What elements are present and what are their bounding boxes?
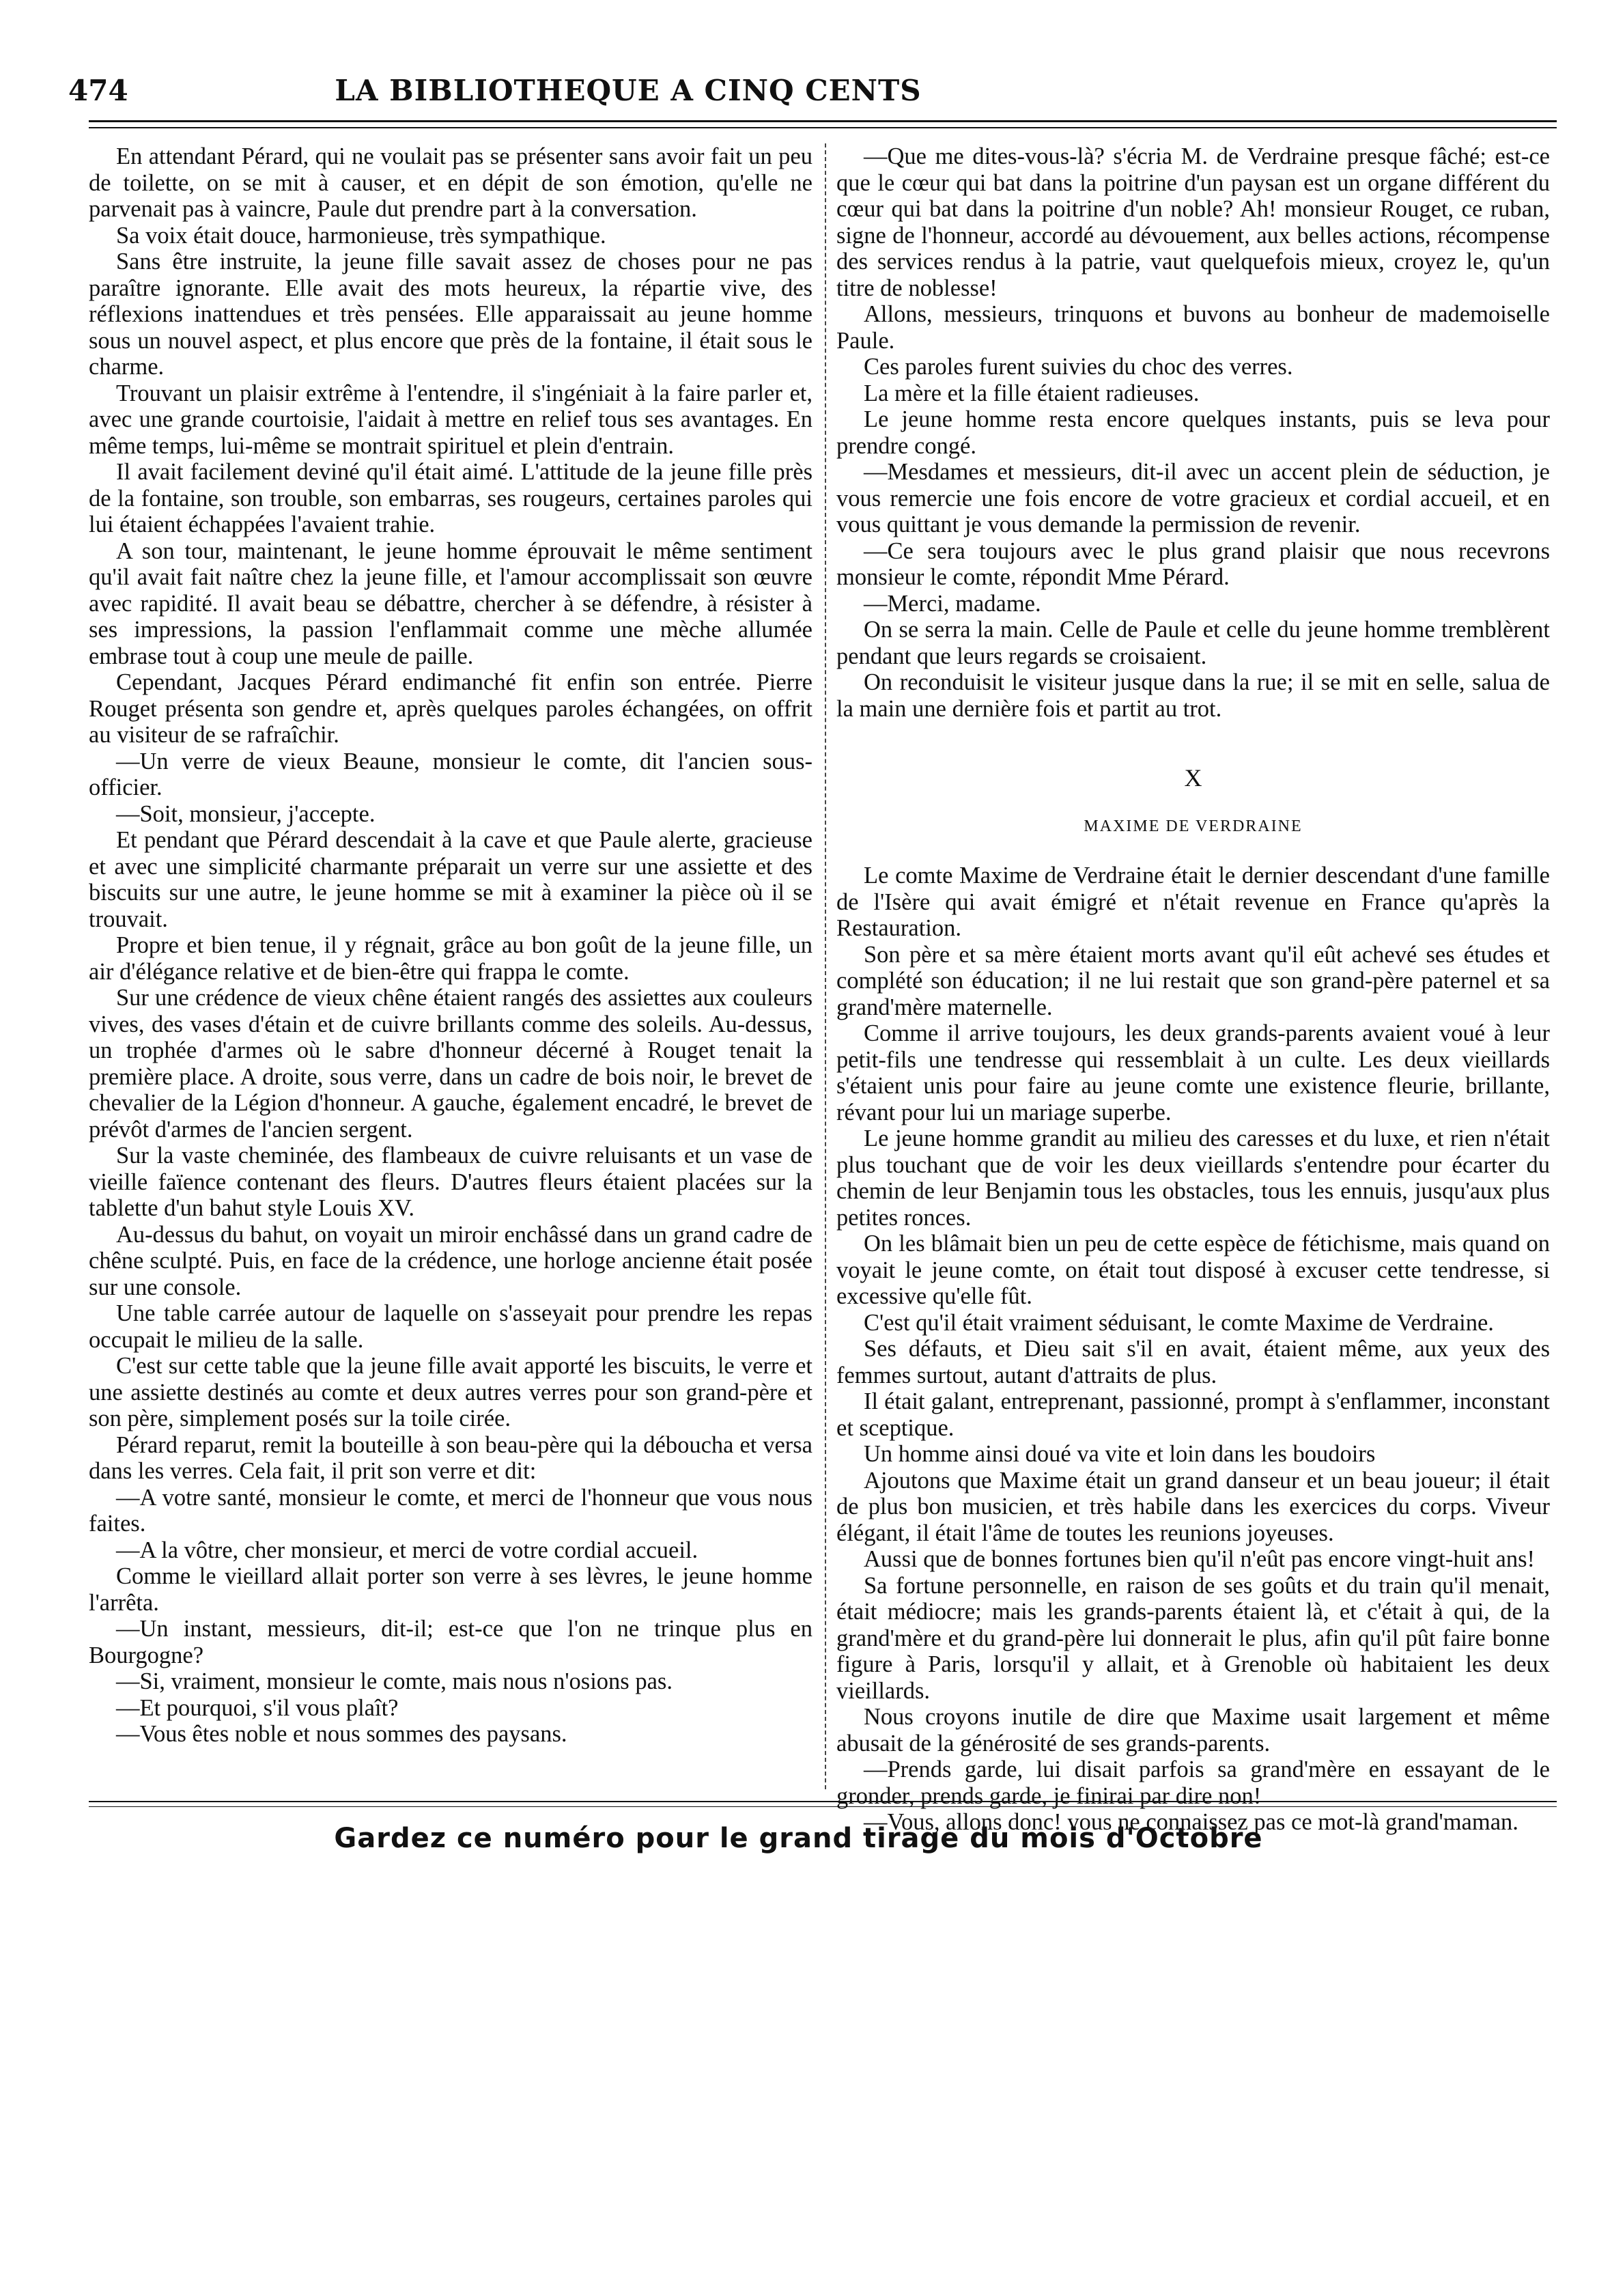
paragraph: On reconduisit le visiteur jusque dans la rue; il se mit en selle, salua de la main une dernière fois et partit au trot.	[836, 669, 1550, 722]
paragraph: Comme il arrive toujours, les deux grands-parents avaient voué à leur petit-fils une tendresse qui ressemblait à un culte. Les deux vieillards s'étaient unis pour faire au jeune comte une existence fleurie, brillante, révant pour lui un mariage superbe.	[836, 1020, 1550, 1125]
paragraph: En attendant Pérard, qui ne voulait pas se présenter sans avoir fait un peu de toilette, on se mit à causer, et en dépit de son émotion, qu'elle ne parvenait pas à vaincre, Paule dut prendre part à la conversation.	[89, 143, 812, 222]
paragraph: A son tour, maintenant, le jeune homme éprouvait le même sentiment qu'il avait fait naître chez la jeune fille, et l'amour accomplissait son œuvre avec rapidité. Il avait beau se débattre, chercher à se défendre, à résister à ses impressions, la passion l'enflammait comme une mèche allumée embrase tout à coup une meule de paille.	[89, 537, 812, 669]
paragraph: Trouvant un plaisir extrême à l'entendre, il s'ingéniait à la faire parler et, avec une grande courtoisie, l'aidait à mettre en relief tous ses avantages. En même temps, lui-même se montrait spirituel et plein d'entrain.	[89, 380, 812, 459]
footer-notice: Gardez ce numéro pour le grand tirage du mois d'Octobre	[334, 1823, 1263, 1854]
page-header	[68, 74, 1529, 122]
footer-rule-thin	[89, 1806, 1557, 1807]
paragraph: Sa fortune personnelle, en raison de ses goûts et du train qu'il menait, était médiocre; mais les grands-parents étaient là, et c'était à qui, de la grand'mère et du grand-père lui donnerait le plus, afin qu'il pût faire bonne figure à Paris, lorsqu'il y allait, et à Grenoble où habitaient les deux vieillards.	[836, 1572, 1550, 1704]
paragraph: —Vous, allons donc! vous ne connaissez pas ce mot-là grand'maman.	[864, 1809, 1518, 1835]
page-number: 474	[68, 74, 128, 107]
paragraph: Au-dessus du bahut, on voyait un miroir enchâssé dans un grand cadre de chêne sculpté. Puis, en face de la crédence, une horloge ancienne était posée sur une console.	[89, 1221, 812, 1300]
paragraph: —Un verre de vieux Beaune, monsieur le comte, dit l'ancien sous-officier.	[89, 748, 812, 800]
paragraph: La mère et la fille étaient radieuses.	[864, 380, 1200, 406]
paragraph: —Un instant, messieurs, dit-il; est-ce que l'on ne trinque plus en Bourgogne?	[89, 1616, 812, 1668]
paragraph: Sur la vaste cheminée, des flambeaux de cuivre reluisants et un vase de vieille faïence contenant des fleurs. D'autres fleurs étaient placées sur la tablette d'un bahut style Louis XV.	[89, 1143, 812, 1221]
paragraph: —A votre santé, monsieur le comte, et merci de l'honneur que vous nous faites.	[89, 1484, 812, 1537]
paragraph: On les blâmait bien un peu de cette espèce de fétichisme, mais quand on voyait le jeune comte, on était tout disposé à excuser cette tendresse, si excessive qu'elle fût.	[836, 1231, 1550, 1309]
paragraph: Cependant, Jacques Pérard endimanché fit enfin son entrée. Pierre Rouget présenta son gendre et, après quelques paroles échangées, on offrit au visiteur de se rafraîchir.	[89, 669, 812, 748]
paragraph: —Et pourquoi, s'il vous plaît?	[116, 1694, 399, 1721]
paragraph: On se serra la main. Celle de Paule et celle du jeune homme tremblèrent pendant que leurs regards se croisaient.	[836, 617, 1550, 669]
chapter-number: X	[1184, 764, 1202, 792]
paragraph: Ajoutons que Maxime était un grand danseur et un beau joueur; il était de plus bon musicien, et très habile dans les exercices du corps. Viveur élégant, il était l'âme de toutes les reunions joyeuses.	[836, 1467, 1550, 1546]
paragraph: Sa voix était douce, harmonieuse, très sympathique.	[116, 222, 606, 249]
right-column	[836, 143, 1550, 1835]
running-title: LA BIBLIOTHEQUE A CINQ CENTS	[335, 74, 922, 107]
paragraph: Sans être instruite, la jeune fille savait assez de choses pour ne pas paraître ignorante. Elle avait des mots heureux, la répartie vive, des réflexions inattendues et très pensées. Elle apparaissait au jeune homme sous un nouvel aspect, et plus encore que près de la fontaine, il était sous le charme.	[89, 249, 812, 380]
paragraph: —Si, vraiment, monsieur le comte, mais nous n'osions pas.	[116, 1668, 673, 1694]
header-rule	[89, 120, 1557, 122]
header-rule-double	[89, 127, 1557, 128]
paragraph: Sur une crédence de vieux chêne étaient rangés des assiettes aux couleurs vives, des vases d'étain et de cuivre brillants comme des soleils. Au-dessus, un trophée d'armes où le sabre d'honneur décerné à Rouget tenait la première place. A droite, sous verre, dans un cadre de bois noir, le brevet de chevalier de la Légion d'honneur. A gauche, également encadré, le brevet de prévôt d'armes de l'ancien sergent.	[89, 985, 812, 1143]
left-column	[89, 143, 812, 1803]
paragraph: —A la vôtre, cher monsieur, et merci de votre cordial accueil.	[116, 1537, 698, 1563]
paragraph: Un homme ainsi doué va vite et loin dans les boudoirs	[864, 1441, 1376, 1467]
paragraph: Une table carrée autour de laquelle on s'asseyait pour prendre les repas occupait le milieu de la salle.	[89, 1300, 812, 1353]
footer-rule	[89, 1801, 1557, 1802]
paragraph: Comme le vieillard allait porter son verre à ses lèvres, le jeune homme l'arrêta.	[89, 1563, 812, 1616]
paragraph: —Merci, madame.	[864, 590, 1041, 617]
paragraph: —Prends garde, lui disait parfois sa grand'mère en essayant de le gronder, prends garde, je finirai par dire non!	[836, 1756, 1550, 1809]
paragraph: Nous croyons inutile de dire que Maxime usait largement et même abusait de la générosité de ses grands-parents.	[836, 1704, 1550, 1756]
chapter-title: MAXIME DE VERDRAINE	[1084, 817, 1303, 835]
paragraph: —Soit, monsieur, j'accepte.	[116, 800, 376, 827]
paragraph: Ces paroles furent suivies du choc des verres.	[864, 354, 1293, 380]
paragraph: Aussi que de bonnes fortunes bien qu'il n'eût pas encore vingt-huit ans!	[864, 1546, 1536, 1572]
paragraph: —Vous êtes noble et nous sommes des paysans.	[116, 1721, 567, 1747]
paragraph: Propre et bien tenue, il y régnait, grâce au bon goût de la jeune fille, un air d'élégance relative et de bien-être qui frappa le comte.	[89, 932, 812, 985]
paragraph: C'est qu'il était vraiment séduisant, le comte Maxime de Verdraine.	[864, 1309, 1494, 1336]
paragraph: Le jeune homme grandit au milieu des caresses et du luxe, et rien n'était plus touchant que de voir les deux vieillards s'entendre pour écarter du chemin de leur Benjamin tous les obstacles, tous les ennuis, jusqu'aux plus petites ronces.	[836, 1125, 1550, 1231]
paragraph: —Que me dites-vous-là? s'écria M. de Verdraine presque fâché; est-ce que le cœur qui bat dans la poitrine d'un paysan est un organe différent du cœur qui bat dans la poitrine d'un noble? Ah! monsieur Rouget, ce ruban, signe de l'honneur, accordé au dévouement, aux belles actions, récompense des services rendus à la patrie, vaut quelquefois mieux, croyez le, qu'un titre de noblesse!	[836, 143, 1550, 301]
paragraph: Et pendant que Pérard descendait à la cave et que Paule alerte, gracieuse et avec une simplicité charmante préparait un verre sur une assiette et des biscuits sur une autre, le jeune homme se mit à examiner la pièce où il se trouvait.	[89, 827, 812, 932]
paragraph: Le comte Maxime de Verdraine était le dernier descendant d'une famille de l'Isère qui avait émigré et n'était revenue en France qu'après la Restauration.	[836, 863, 1550, 941]
chapter-heading	[836, 764, 1550, 837]
paragraph: Allons, messieurs, trinquons et buvons au bonheur de mademoiselle Paule.	[836, 301, 1550, 354]
right-column-upper-text	[836, 143, 1550, 722]
paragraph: Pérard reparut, remit la bouteille à son beau-père qui la déboucha et versa dans les verres. Cela fait, il prit son verre et dit:	[89, 1431, 812, 1484]
paragraph: Son père et sa mère étaient morts avant qu'il eût achevé ses études et complété son éducation; il ne lui restait que son grand-père paternel et sa grand'mère maternelle.	[836, 941, 1550, 1020]
right-column-lower-text	[836, 863, 1550, 1836]
paragraph: —Mesdames et messieurs, dit-il avec un accent plein de séduction, je vous remercie une fois encore de votre gracieux et cordial accueil, et en vous quittant je vous demande la permission de revenir.	[836, 459, 1550, 537]
paragraph: Ses défauts, et Dieu sait s'il en avait, étaient même, aux yeux des femmes surtout, autant d'attraits de plus.	[836, 1336, 1550, 1388]
column-divider	[825, 143, 826, 1789]
paragraph: Il avait facilement deviné qu'il était aimé. L'attitude de la jeune fille près de la fontaine, son trouble, son embarras, ses rougeurs, certaines paroles qui lui étaient échappées l'avaient trahie.	[89, 459, 812, 537]
paragraph: Il était galant, entreprenant, passionné, prompt à s'enflammer, inconstant et sceptique.	[836, 1388, 1550, 1441]
paragraph: —Ce sera toujours avec le plus grand plaisir que nous recevrons monsieur le comte, répondit Mme Pérard.	[836, 537, 1550, 590]
paragraph: C'est sur cette table que la jeune fille avait apporté les biscuits, le verre et une assiette destinés au comte et deux autres verres pour son grand-père et son père, simplement posés sur la toile cirée.	[89, 1353, 812, 1431]
paragraph: Le jeune homme resta encore quelques instants, puis se leva pour prendre congé.	[836, 406, 1550, 459]
